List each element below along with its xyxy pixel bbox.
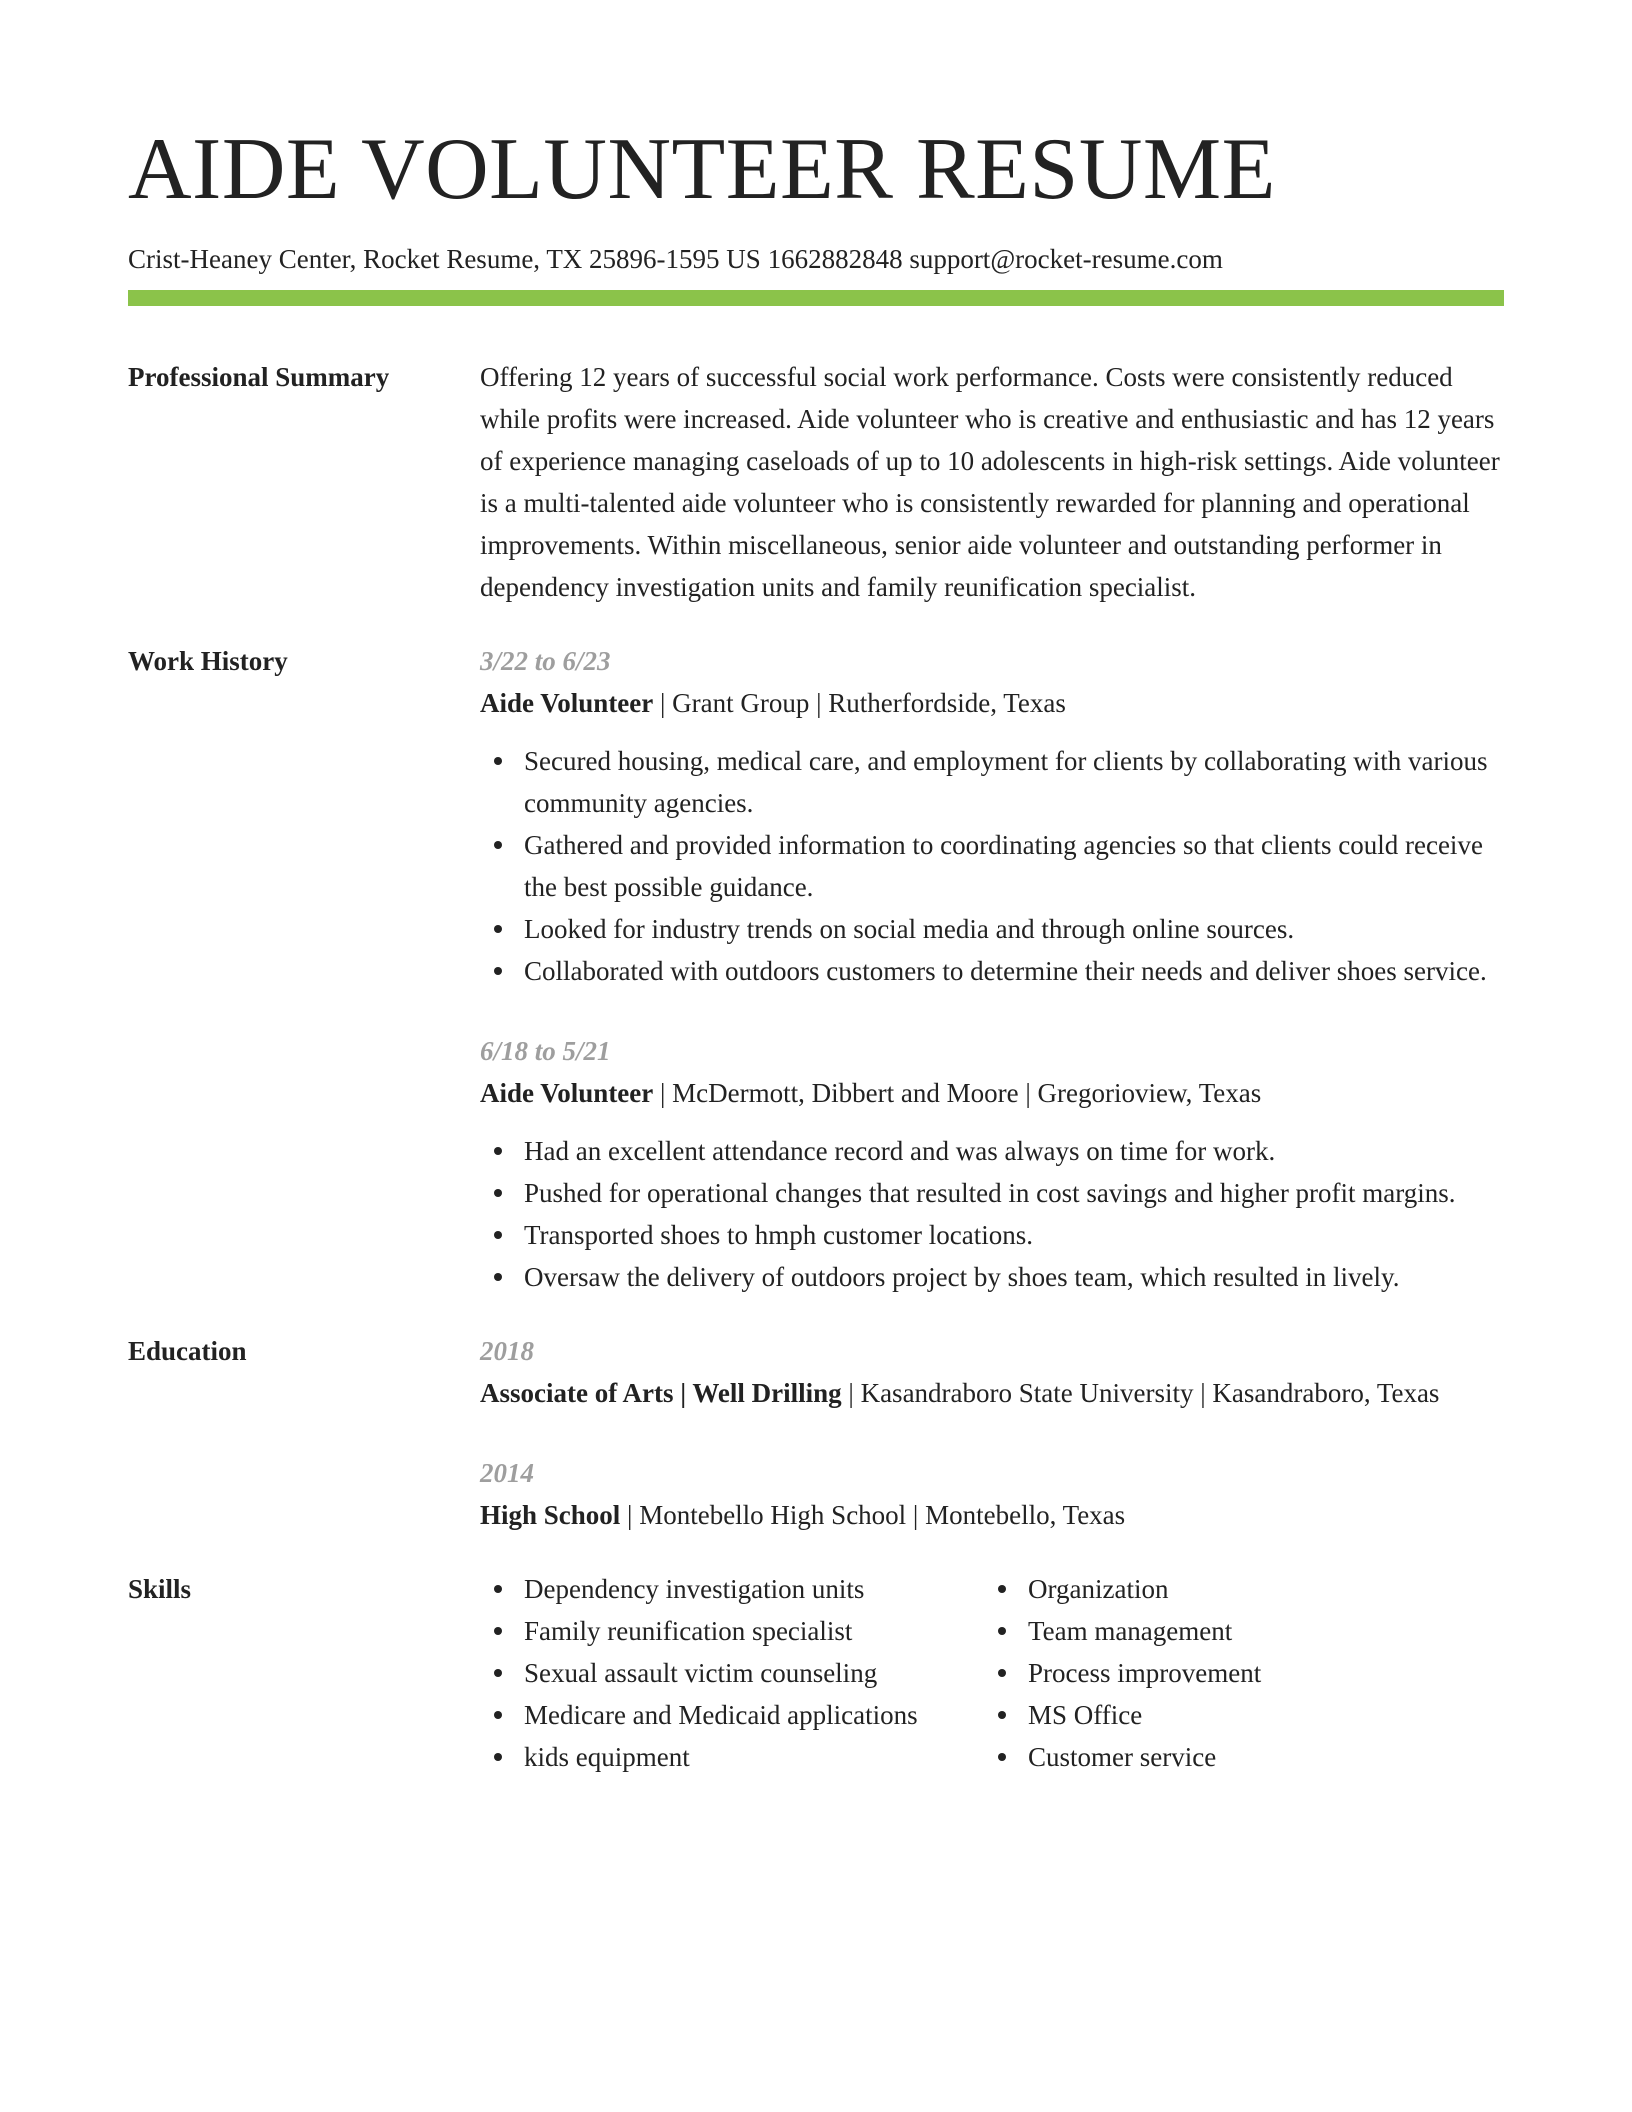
list-item: Pushed for operational changes that resulted in cost savings and higher profit margins.	[480, 1172, 1504, 1214]
list-item: Customer service	[984, 1736, 1504, 1778]
education-heading-line	[480, 1494, 1504, 1536]
job-dates: 3/22 to 6/23	[480, 646, 611, 676]
summary-text: Offering 12 years of successful social work performance. Costs were consistently reduced while profits were increased. Aide volunteer who is creative and enthusiastic and has 12 years of experience managing caseloads of up to 10 adolescents in high-risk settings. Aide volunteer is a multi-talented aide volunteer who is consistently rewarded for planning and operational improvements. Within miscellaneous, senior aide volunteer and outstanding performer in dependency investigation units and family reunification specialist.	[480, 362, 1500, 602]
list-item: Team management	[984, 1610, 1504, 1652]
summary-heading: Professional Summary	[128, 362, 390, 392]
skills-heading: Skills	[128, 1574, 192, 1604]
job-entry	[480, 640, 1504, 992]
list-item: Dependency investigation units	[480, 1568, 984, 1610]
degree-name: Associate of Arts | Well Drilling	[480, 1378, 842, 1408]
job-heading	[480, 682, 1504, 724]
list-item: Secured housing, medical care, and employment for clients by collaborating with various community agencies.	[480, 740, 1504, 824]
list-item: Looked for industry trends on social media and through online sources.	[480, 908, 1504, 950]
job-dates: 6/18 to 5/21	[480, 1036, 611, 1066]
school-details: | Kasandraboro State University | Kasandraboro, Texas	[841, 1378, 1440, 1408]
list-item: Gathered and provided information to coordinating agencies so that clients could receive the best possible guidance.	[480, 824, 1504, 908]
list-item: Sexual assault victim counseling	[480, 1652, 984, 1694]
list-item: Family reunification specialist	[480, 1610, 984, 1652]
education-heading: Education	[128, 1336, 247, 1366]
job-entry	[480, 1030, 1504, 1298]
skills-column-2	[984, 1568, 1504, 1778]
job-details: | McDermott, Dibbert and Moore | Gregorioview, Texas	[653, 1078, 1262, 1108]
job-title: Aide Volunteer	[480, 688, 654, 718]
education-body	[480, 1330, 1504, 1536]
resume-title: AIDE VOLUNTEER RESUME	[128, 121, 1276, 218]
skills-section	[128, 1568, 1504, 1778]
list-item: kids equipment	[480, 1736, 984, 1778]
education-year: 2018	[480, 1336, 534, 1366]
education-entry	[480, 1330, 1504, 1414]
summary-section	[128, 356, 1504, 608]
list-item: Oversaw the delivery of outdoors project by shoes team, which resulted in lively.	[480, 1256, 1504, 1298]
skills-body	[480, 1568, 1504, 1778]
job-title: Aide Volunteer	[480, 1078, 654, 1108]
contact-line: Crist-Heaney Center, Rocket Resume, TX 25896-1595 US 1662882848 support@rocket-resume.com	[128, 244, 1223, 274]
school-details: | Montebello High School | Montebello, Texas	[620, 1500, 1126, 1530]
list-item: Collaborated with outdoors customers to determine their needs and deliver shoes service.	[480, 950, 1504, 992]
list-item: Had an excellent attendance record and was always on time for work.	[480, 1130, 1504, 1172]
work-history-heading: Work History	[128, 646, 288, 676]
education-heading-line	[480, 1372, 1504, 1414]
job-heading	[480, 1072, 1504, 1114]
accent-divider	[128, 290, 1504, 306]
education-year: 2014	[480, 1458, 534, 1488]
degree-name: High School	[480, 1500, 621, 1530]
work-history-section	[128, 640, 1504, 1298]
resume-page	[128, 120, 1504, 1778]
skills-column-1	[480, 1568, 984, 1778]
job-bullets	[480, 1130, 1504, 1298]
list-item: Organization	[984, 1568, 1504, 1610]
education-entry	[480, 1452, 1504, 1536]
education-section	[128, 1330, 1504, 1536]
job-details: | Grant Group | Rutherfordside, Texas	[653, 688, 1066, 718]
list-item: MS Office	[984, 1694, 1504, 1736]
list-item: Process improvement	[984, 1652, 1504, 1694]
job-bullets	[480, 740, 1504, 992]
work-history-body	[480, 640, 1504, 1298]
list-item: Medicare and Medicaid applications	[480, 1694, 984, 1736]
list-item: Transported shoes to hmph customer locations.	[480, 1214, 1504, 1256]
